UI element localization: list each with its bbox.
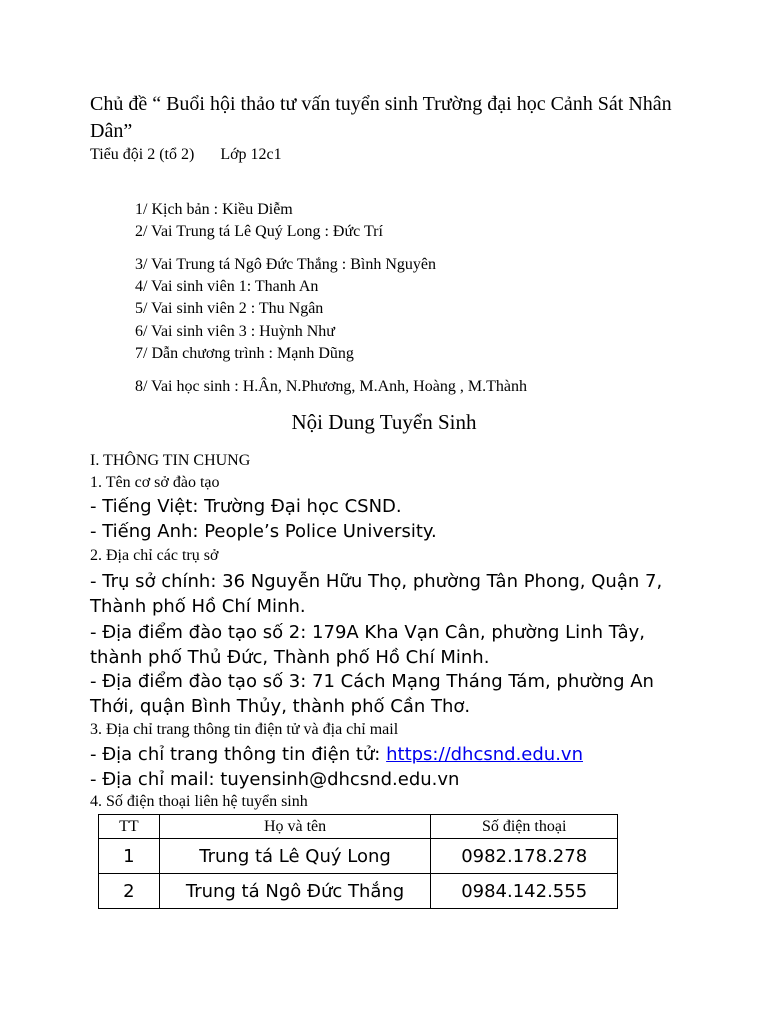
table-header-cell: TT (99, 815, 160, 839)
website-prefix: - Địa chỉ trang thông tin điện tử: (90, 744, 387, 765)
address-site2-line-1: - Địa điểm đào tạo số 2: 179A Kha Vạn Cân, phường Linh Tây, (90, 622, 645, 643)
role-item: 4/ Vai sinh viên 1: Thanh An (135, 278, 319, 295)
class-label: Lớp 12c1 (220, 146, 282, 163)
document-title-line-2: Dân” (90, 120, 133, 142)
role-item: 6/ Vai sinh viên 3 : Huỳnh Như (135, 323, 335, 340)
table-row (99, 874, 618, 909)
address-site2-line-2: thành phố Thủ Đức, Thành phố Hồ Chí Minh. (90, 647, 490, 668)
contact-table (98, 814, 618, 909)
mail-line: - Địa chỉ mail: tuyensinh@dhcsnd.edu.vn (90, 769, 460, 790)
website-link[interactable]: https://dhcsnd.edu.vn (386, 744, 583, 765)
group-label: Tiểu đội 2 (tổ 2) (90, 146, 195, 163)
document-title-line-1: Chủ đề “ Buổi hội thảo tư vấn tuyển sinh Trường đại học Cảnh Sát Nhân (90, 93, 672, 115)
section-heading: I. THÔNG TIN CHUNG (90, 452, 251, 469)
role-item: 5/ Vai sinh viên 2 : Thu Ngân (135, 300, 324, 317)
role-item: 7/ Dẫn chương trình : Mạnh Dũng (135, 345, 354, 362)
subsection-label: 4. Số điện thoại liên hệ tuyển sinh (90, 793, 308, 810)
table-cell: 0984.142.555 (431, 874, 618, 909)
table-cell: 2 (99, 874, 160, 909)
table-cell: Trung tá Lê Quý Long (159, 839, 431, 874)
subsection-label: 2. Địa chỉ các trụ sở (90, 547, 219, 564)
name-vietnamese: - Tiếng Việt: Trường Đại học CSND. (90, 496, 402, 517)
table-header-row (99, 815, 618, 839)
table-row (99, 839, 618, 874)
table-cell: 0982.178.278 (431, 839, 618, 874)
subsection-label: 3. Địa chỉ trang thông tin điện tử và địa chỉ mail (90, 721, 399, 738)
role-item: 1/ Kịch bản : Kiều Diễm (135, 201, 293, 218)
role-item: 8/ Vai học sinh : H.Ân, N.Phương, M.Anh, Hoàng , M.Thành (135, 378, 527, 395)
role-item: 3/ Vai Trung tá Ngô Đức Thắng : Bình Nguyên (135, 256, 436, 273)
table-header-cell: Họ và tên (159, 815, 431, 839)
address-site3-line-2: Thới, quận Bình Thủy, thành phố Cần Thơ. (90, 696, 471, 717)
role-item: 2/ Vai Trung tá Lê Quý Long : Đức Trí (135, 223, 383, 240)
name-english: - Tiếng Anh: People’s Police University. (90, 521, 437, 542)
address-main-line-2: Thành phố Hồ Chí Minh. (90, 596, 306, 617)
table-cell: Trung tá Ngô Đức Thắng (159, 874, 431, 909)
content-heading: Nội Dung Tuyển Sinh (291, 410, 477, 434)
website-line (90, 742, 583, 767)
subsection-label: 1. Tên cơ sở đào tạo (90, 474, 220, 491)
group-class-line (90, 146, 282, 164)
address-site3-line-1: - Địa điểm đào tạo số 3: 71 Cách Mạng Tháng Tám, phường An (90, 671, 654, 692)
table-header-cell: Số điện thoại (431, 815, 618, 839)
address-main-line-1: - Trụ sở chính: 36 Nguyễn Hữu Thọ, phường Tân Phong, Quận 7, (90, 571, 663, 592)
table-cell: 1 (99, 839, 160, 874)
